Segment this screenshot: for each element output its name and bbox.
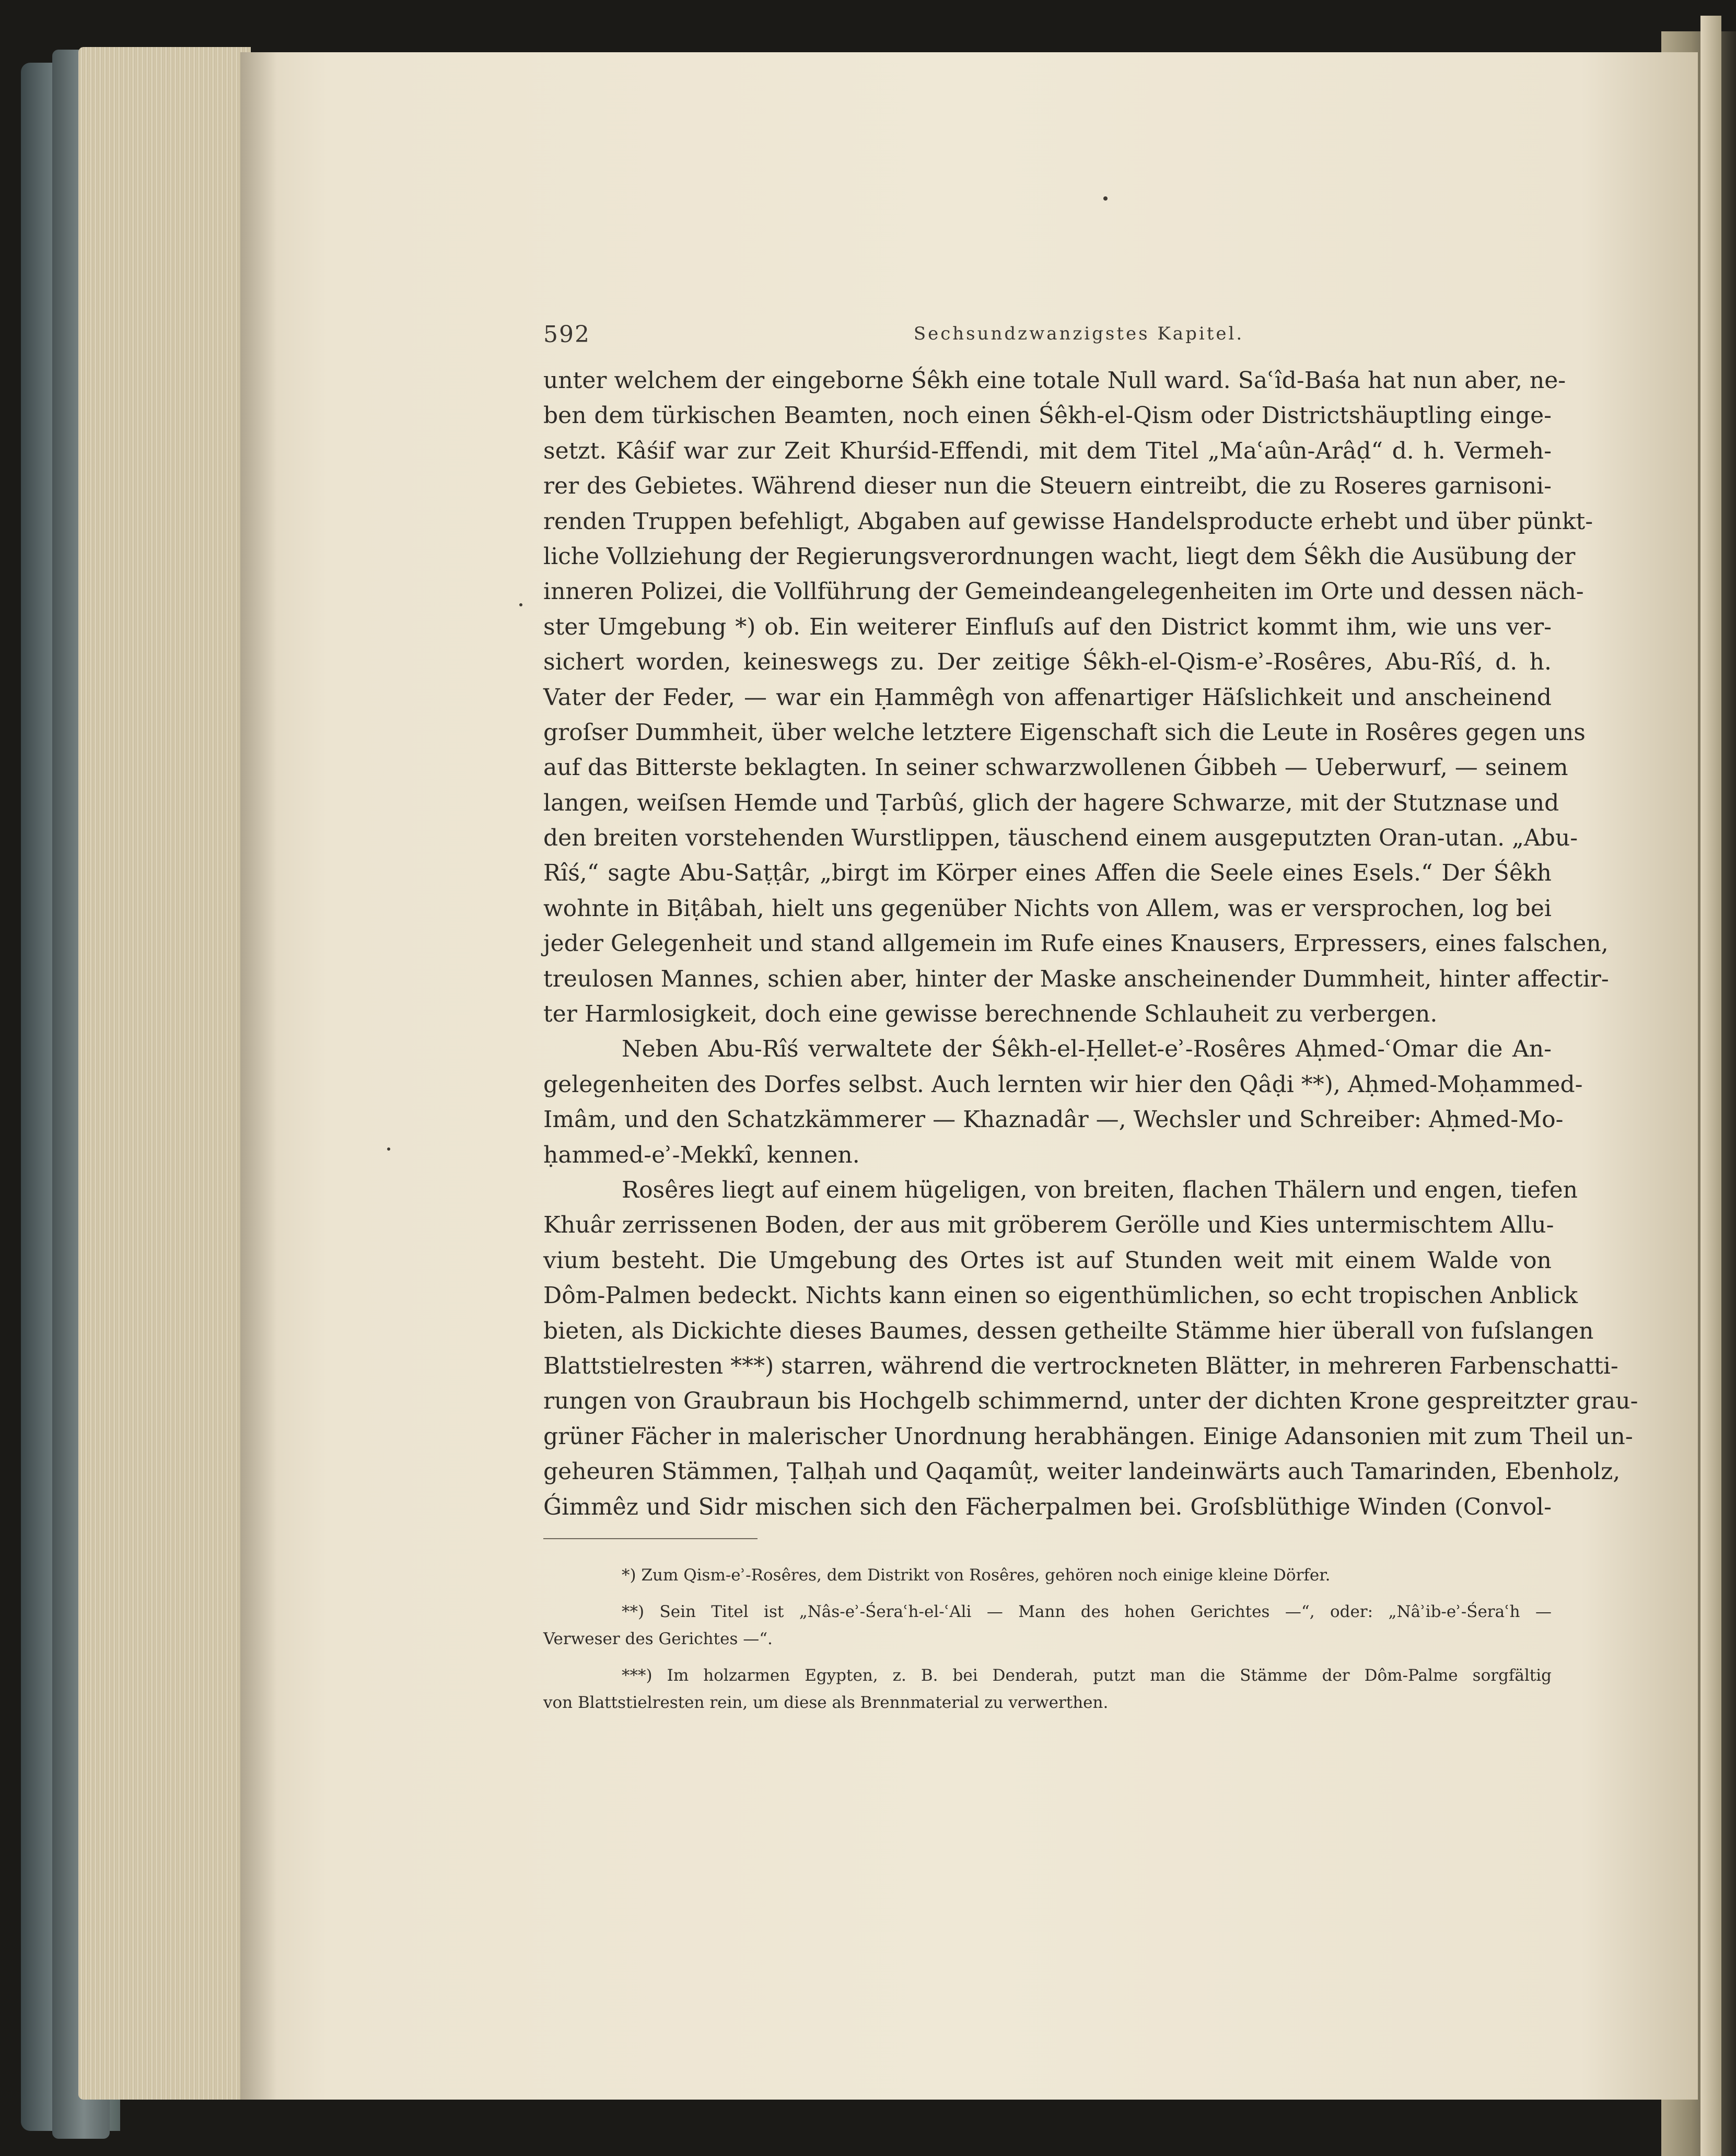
text-line: jeder Gelegenheit und stand allgemein im Rufe eines Knausers, Erpressers, eines falschen,: [543, 930, 1609, 957]
gutter-shadow: [240, 52, 277, 2100]
footnotes: [543, 1562, 1552, 1716]
text-line: ter Harmlosigkeit, doch eine gewisse berechnende Schlauheit zu verbergen.: [543, 1001, 1438, 1028]
body-text: [543, 363, 1638, 1525]
footnote-line: **) Sein Titel ist „Nâs-eʾ-Śeraʿh-el-ʿAli — Mann des hohen Gerichtes —“, oder: „Nâʾib-eʾ-Śeraʿh —: [622, 1602, 1552, 1621]
text-line: ster Umgebung *) ob. Ein weiterer Einfluſs auf den District kommt ihm, wie uns ver-: [543, 613, 1552, 640]
text-line: inneren Polizei, die Vollführung der Gemeindeangelegenheiten im Orte und dessen näch-: [543, 578, 1584, 605]
text-line: Blattstielresten ***) starren, während die vertrockneten Blätter, in mehreren Farbenschatti-: [543, 1352, 1618, 1379]
text-line: unter welchem der eingeborne Śêkh eine totale Null ward. Saʿîd-Baśa hat nun aber, ne-: [543, 367, 1566, 394]
page-header: [543, 321, 1552, 353]
text-line: vium besteht. Die Umgebung des Ortes ist auf Stunden weit mit einem Walde von: [543, 1247, 1552, 1274]
footnote: [543, 1598, 1552, 1653]
text-line: ḥammed-eʾ-Mekkî, kennen.: [543, 1141, 860, 1168]
text-line: treulosen Mannes, schien aber, hinter der Maske anscheinender Dummheit, hinter affectir-: [543, 965, 1609, 992]
footnote-rule: [543, 1538, 758, 1539]
text-line: setzt. Kâśif war zur Zeit Khurśid-Effendi, mit dem Titel „Maʿaûn-Arâḍ“ d. h. Vermeh-: [543, 437, 1552, 464]
text-line: Rîś,“ sagte Abu-Saṭṭâr, „birgt im Körper eines Affen die Seele eines Esels.“ Der Śêkh: [543, 860, 1552, 887]
text-line: Khuâr zerrissenen Boden, der aus mit gröberem Gerölle und Kies untermischtem Allu-: [543, 1212, 1554, 1239]
text-line: wohnte in Biṭâbah, hielt uns gegenüber Nichts von Allem, was er versprochen, log bei: [543, 895, 1552, 922]
text-line: langen, weiſsen Hemde und Ṭarbûś, glich der hagere Schwarze, mit der Stutznase und: [543, 789, 1559, 816]
footnote-line: von Blattstielresten rein, um diese als Brennmaterial zu verwerthen.: [543, 1693, 1109, 1712]
text-line: Neben Abu-Rîś verwaltete der Śêkh-el-Ḥellet-eʾ-Rosêres Aḥmed-ʿOmar die An-: [622, 1036, 1552, 1063]
stray-mark: [1103, 196, 1108, 201]
text-line: geheuren Stämmen, Ṭalḥah und Qaqamûṭ, weiter landeinwärts auch Tamarinden, Ebenholz,: [543, 1458, 1621, 1485]
text-line: renden Truppen befehligt, Abgaben auf gewisse Handelsproducte erhebt und über pünkt-: [543, 508, 1593, 535]
page-edges-left: [78, 47, 251, 2100]
footnote: [543, 1662, 1552, 1716]
footnote: [543, 1562, 1552, 1589]
text-line: ben dem türkischen Beamten, noch einen Śêkh-el-Qism oder Districtshäuptling einge-: [543, 402, 1552, 429]
text-line: Ǵimmêz und Sidr mischen sich den Fächerpalmen bei. Groſsblüthige Winden (Convol-: [543, 1493, 1552, 1520]
footnote-line: Verweser des Gerichtes —“.: [543, 1630, 773, 1648]
text-line: bieten, als Dickichte dieses Baumes, dessen getheilte Stämme hier überall von fuſslangen: [543, 1317, 1594, 1344]
facing-page-strip: [1700, 16, 1721, 2156]
text-line: rer des Gebietes. Während dieser nun die Steuern eintreibt, die zu Roseres garnisoni-: [543, 473, 1552, 500]
stray-mark: [387, 1147, 390, 1151]
text-line: groſser Dummheit, über welche letztere Eigenschaft sich die Leute in Rosêres gegen uns: [543, 719, 1586, 746]
text-line: den breiten vorstehenden Wurstlippen, täuschend einem ausgeputzten Oran-utan. „Abu-: [543, 825, 1578, 852]
stray-mark: [519, 603, 522, 606]
page-number: 592: [543, 321, 590, 348]
text-line: grüner Fächer in malerischer Unordnung herabhängen. Einige Adansonien mit zum Theil un-: [543, 1423, 1633, 1450]
text-line: Vater der Feder, — war ein Ḥammêgh von affenartiger Häſslichkeit und anscheinend: [543, 684, 1552, 711]
footnote-line: ***) Im holzarmen Egypten, z. B. bei Denderah, putzt man die Stämme der Dôm-Palme sorgfältig: [622, 1666, 1552, 1685]
text-line: gelegenheiten des Dorfes selbst. Auch lernten wir hier den Qâḍi **), Aḥmed-Moḥammed-: [543, 1071, 1583, 1098]
footnote-line: *) Zum Qism-eʾ-Rosêres, dem Distrikt von Rosêres, gehören noch einige kleine Dörfer.: [622, 1566, 1331, 1585]
text-line: auf das Bitterste beklagten. In seiner schwarzwollenen Ǵibbeh — Ueberwurf, — seinem: [543, 754, 1568, 781]
text-line: Imâm, und den Schatzkämmerer — Khaznadâr —, Wechsler und Schreiber: Aḥmed-Mo-: [543, 1106, 1564, 1133]
text-line: sichert worden, keineswegs zu. Der zeitige Śêkh-el-Qism-eʾ-Rosêres, Abu-Rîś, d. h.: [543, 649, 1552, 676]
text-line: Rosêres liegt auf einem hügeligen, von breiten, flachen Thälern und engen, tiefen: [622, 1176, 1578, 1203]
text-line: Dôm-Palmen bedeckt. Nichts kann einen so eigenthümlichen, so echt tropischen Anblick: [543, 1282, 1578, 1309]
running-title: Sechsundzwanzigstes Kapitel.: [913, 323, 1244, 344]
text-line: rungen von Graubraun bis Hochgelb schimmernd, unter der dichten Krone gespreitzter grau-: [543, 1388, 1638, 1415]
text-line: liche Vollziehung der Regierungsverordnungen wacht, liegt dem Śêkh die Ausübung der: [543, 543, 1576, 570]
